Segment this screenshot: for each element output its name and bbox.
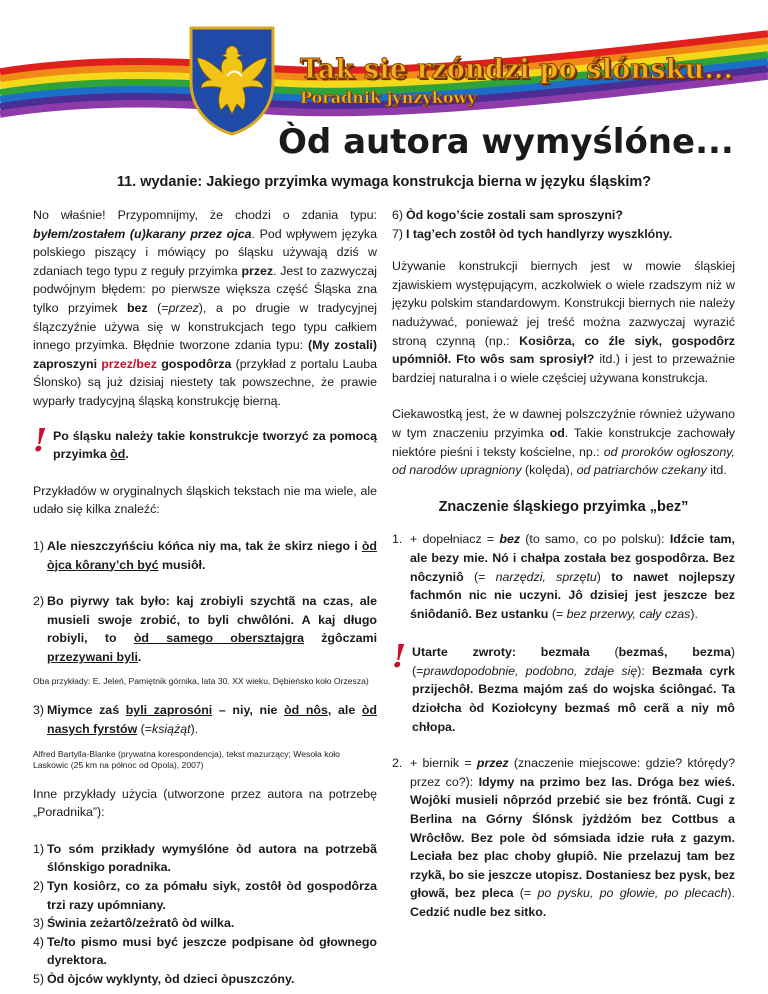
- intro-paragraph: No właśnie! Przypomnijmy, że chodzi o zdania typu: byłem/zostałem (u)karany przez ojca. Pod wpływem języka polskiego piszący i mówiący po śląsku używają dziś w zdaniach tego typu z reguły przyimka przez. Jest to zazwyczaj podwójnym błędem: po pierwsze większa część Śląska zna tylko przyimek bez (=przez), a po drugie w tradycyjnej ślązczyźnie używa się w konstrukcjach tego typu całkiem innego przyimka. Błędnie tworzone zdania typu: (My zostali) zaproszyni przez/bez gospodôrza (przykład z portalu Lauba Ślonsko) są już dzisiaj niestety tak powszechne, że prawie wyparły tradycyjną śląską konstrukcję bierną.: [33, 208, 377, 408]
- own-example: 6) Òd kogo’ście zostali sam sproszyni?: [392, 208, 623, 222]
- phrases-note: ! Utarte zwroty: bezmała (bezmaś, bezma) (=prawdopodobnie, podobno, zdaje się): Bezmała cyrk przijechôł. Bezma majóm zaś do wojska ściôngać. Ta dziołcha òd Koziołcyny bezmaś mô cerã a niy mô chłopa.: [392, 637, 735, 734]
- brand-title: Tak sie rzóndzi po ślónsku...: [300, 54, 734, 85]
- silesian-crest: [187, 24, 277, 136]
- meaning-item: 1. + dopełniacz = bez (to samo, co po polsku): Idźcie tam, ale bezy mie. Nó i chałpa została bez gospodôrza. Bez nôczyniô (= narzędzi, sprzętu) to nawet nojlepszy fachmón nic nie uczyni. Jô dzisiej jest jeszcze bez śniôdaniô. Bez ustanku (= bez przerwy, cały czas).: [392, 532, 736, 621]
- passive-usage-paragraph: Używanie konstrukcji biernych jest w mowie śląskiej zjawiskiem występującym, aczkolwiek o wiele rzadszym niż w języku polskim standardowym. Konstrukcji biernych nie należy nadużywać, ponieważ jej treść można zazwyczaj wyrazić stroną czynną (np.: Kosiôrza, co źle siyk, gospodôrz upómniôł. Fto wôs sam sprosiył? itd.) i jest to przeważnie bardziej naturalna i o wiele częściej używana konstrukcja.: [392, 259, 735, 385]
- page-title: Òd autora wymyślóne...: [278, 122, 734, 162]
- examples-intro: Przykładów w oryginalnych śląskich tekstach nie ma wiele, ale udało się kilka znaleźć:: [33, 483, 377, 517]
- left-column: [33, 206, 377, 989]
- own-example: 2) Tyn kosiôrz, co za pómału siyk, zostôł òd gospodôrza trzi razy upómniany.: [33, 879, 377, 912]
- section-heading: Znaczenie śląskiego przyimka „bez”: [438, 498, 689, 515]
- source-note: Alfred Bartylla-Blanke (prywatna korespondencja), tekst mazurzący; Wesoła koło Laskowic (25 km na północ od Opola), 2007): [33, 748, 340, 770]
- edition-subtitle: 11. wydanie: Jakiego przyimka wymaga konstrukcja bierna w języku śląskim?: [116, 174, 652, 190]
- example-item: 3) Miymce zaś byli zaprosóni – niy, nie òd nôs, ale òd nasych fyrstów (=książąt).: [33, 703, 377, 737]
- own-example: 1) To sóm przikłady wymyślóne òd autora na potrzebã ślónskigo poradnika.: [33, 841, 377, 875]
- source-note: Oba przykłady: E. Jeleń, Pamiętnik górnika, lata 30. XX wieku, Dębieńsko koło Orzesza): [33, 676, 369, 687]
- example-item: 2) Bo piyrwy tak było: kaj zrobiyli szychtã na czas, ale musieli swoje zrobić, to byli chwôlóni. A kaj długo robiyli, to òd samego obersztajgra żgôczami przezywani byli.: [33, 594, 378, 664]
- own-example: 4) Te/to pismo musi być jeszcze podpisane òd głownego dyrektora.: [33, 934, 377, 968]
- brand-subtitle: Poradnik jynzykowy: [300, 88, 477, 107]
- old-polish-paragraph: Ciekawostką jest, że w dawnej polszczyźnie również używano w tym znaczeniu przyimka od. Takie konstrukcje zachowały niektóre pieśni i teksty kościelne, np.: od proroków ogłoszony, od narodów upragniony (kolęda), od patriarchów czekany itd.: [392, 407, 735, 478]
- meaning-item: 2. + biernik = przez (znaczenie miejscowe: gdzie? którędy? przez co?): Idymy na przimo bez las. Dróga bez wieś. Wojôki musieli nôprzód przebić sie bez fróntã. Cugi z Berlina na Górny Ślónsk jyżdżóm bez Cottbus a Wrôcłôw. Bez pole òd sómsiada idzie ruła z gazym. Leciała bez plac choby głupiô. Nie przelazuj tam bez rzykã, bo sie jeszcze utopisz. Dostaniesz bez pysk, bez głowã, bez pleca (= po pysku, po głowie, po plecach). Cedzić nudle bez sitko.: [392, 756, 735, 919]
- rule-note: ! Po śląsku należy takie konstrukcje tworzyć za pomocą przyimka òd.: [33, 420, 377, 462]
- exclamation-icon: !: [33, 420, 48, 459]
- own-example: 5) Òd òjców wyklynty, òd dzieci òpuszczóny.: [33, 972, 295, 986]
- exclamation-icon: !: [392, 637, 407, 676]
- right-column: [392, 206, 735, 922]
- own-example: 7) I tag’ech zostôł òd tych handlyrzy wyszklóny.: [392, 226, 673, 241]
- own-examples-intro: Inne przykłady użycia (utworzone przez autora na potrzebę „Poradnika”):: [33, 786, 377, 820]
- example-item: 1) Ale nieszczyńściu kóńca niy ma, tak że skirz niego i òd òjca kôrany’ch być musiôł.: [33, 538, 377, 572]
- own-example: 3) Świnia zeżartô/zeżratô òd wilka.: [33, 916, 235, 931]
